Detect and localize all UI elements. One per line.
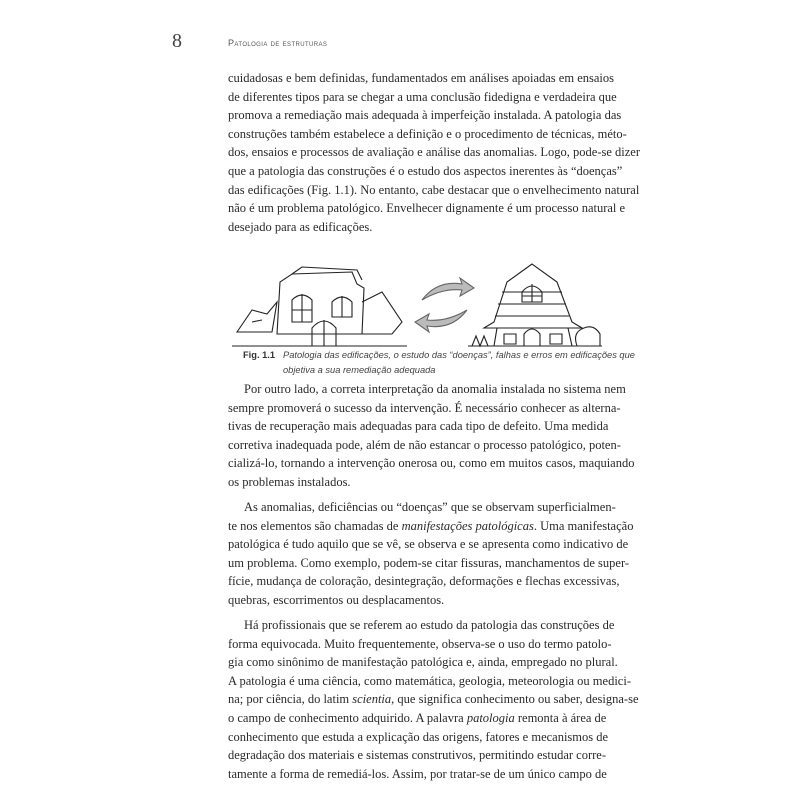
- text-line: corretiva inadequada pode, além de não estancar o processo patológico, poten-: [228, 437, 621, 452]
- text-line: que a patologia das construções é o estudo dos aspectos inerentes às “doenças”: [228, 163, 623, 178]
- text-line: dos, ensaios e processos de avaliação e análise das anomalias. Logo, pode-se dizer: [228, 145, 641, 160]
- text-line: na; por ciência, do latim scientia, que significa conhecimento ou saber, designa-se: [228, 692, 639, 707]
- text-line: tamente a forma de remediá-los. Assim, por tratar-se de um único campo de: [228, 766, 607, 781]
- italic-term: scientia: [352, 692, 392, 707]
- caption-line: objetiva a sua remediação adequada: [283, 365, 436, 375]
- text-line: te nos elementos são chamadas de manifestações patológicas. Uma manifestação: [228, 518, 634, 533]
- text-line: As anomalias, deficiências ou “doenças” que se observam superficialmen-: [244, 500, 616, 514]
- restored-house-drawing: [468, 264, 602, 346]
- text-line: gia como sinônimo de manifestação patológica e, ainda, empregado no plural.: [228, 655, 618, 670]
- text-line: fície, mudança de coloração, desintegração, deformações e flechas excessivas,: [228, 574, 620, 589]
- text-line: A patologia é uma ciência, como matemática, geologia, meteorologia ou medici-: [228, 673, 631, 688]
- text-line: Por outro lado, a correta interpretação da anomalia instalada no sistema nem: [244, 382, 626, 396]
- text-line: os problemas instalados.: [228, 474, 351, 489]
- italic-term: patologia: [466, 710, 515, 725]
- caption-line: Patologia das edificações, o estudo das “doenças”, falhas e erros em edificações que: [283, 350, 635, 360]
- text-line: cializá-lo, tornando a intervenção onerosa ou, como em muitos casos, maquiando: [228, 456, 635, 471]
- page-number: 8: [172, 30, 182, 52]
- text-line: um problema. Como exemplo, podem-se citar fissuras, manchamentos de super-: [228, 555, 630, 570]
- paragraph-4: [228, 618, 639, 785]
- damaged-house-drawing: [232, 267, 407, 346]
- text-line: das edificações (Fig. 1.1). No entanto, cabe destacar que o envelhecimento natural: [228, 182, 640, 197]
- text-line: o campo de conhecimento adquirido. A palavra patologia remonta à área de: [228, 710, 607, 725]
- text-line: cuidadosas e bem definidas, fundamentados em análises apoiadas em ensaios: [228, 71, 614, 85]
- text-line: patológica é tudo aquilo que se vê, se observa e se apresenta como indicativo de: [228, 537, 629, 552]
- figure-houses-illustration: [232, 262, 602, 348]
- refresh-arrows-icon: [415, 278, 474, 332]
- text-line: promova a remediação mais adequada à imperfeição instalada. A patologia das: [228, 108, 622, 123]
- text-line: tivas de recuperação mais adequadas para cada tipo de defeito. Uma medida: [228, 419, 609, 434]
- text-line: forma equivocada. Muito frequentemente, observa-se o uso do termo patolo-: [228, 636, 612, 651]
- paragraph-3: [228, 500, 634, 612]
- text-line: quebras, escorrimentos ou desplacamentos.: [228, 592, 445, 607]
- running-head: Patologia de estruturas: [228, 38, 328, 48]
- text-line: desejado para as edificações.: [228, 219, 373, 234]
- text-line: Há profissionais que se referem ao estudo da patologia das construções de: [244, 618, 615, 632]
- text-line: conhecimento que estuda a explicação das origens, fatores e mecanismos de: [228, 729, 609, 744]
- italic-term: manifestações patológicas: [401, 518, 534, 533]
- text-line: degradação dos materiais e sistemas construtivos, permitindo estudar corre-: [228, 748, 607, 763]
- text-line: não é um problema patológico. Envelhecer dignamente é um processo natural e: [228, 201, 626, 216]
- figure-caption: [243, 348, 663, 378]
- paragraph-1: [228, 71, 641, 238]
- text-line: de diferentes tipos para se chegar a uma conclusão fidedigna e verdadeira que: [228, 89, 617, 104]
- paragraph-2: [228, 382, 635, 494]
- text-line: sempre promoverá o sucesso da intervenção. É necessário conhecer as alterna-: [228, 400, 621, 415]
- text-line: construções também estabelece a definição e o procedimento de técnicas, méto-: [228, 126, 627, 141]
- figure-label: Fig. 1.1: [243, 350, 276, 360]
